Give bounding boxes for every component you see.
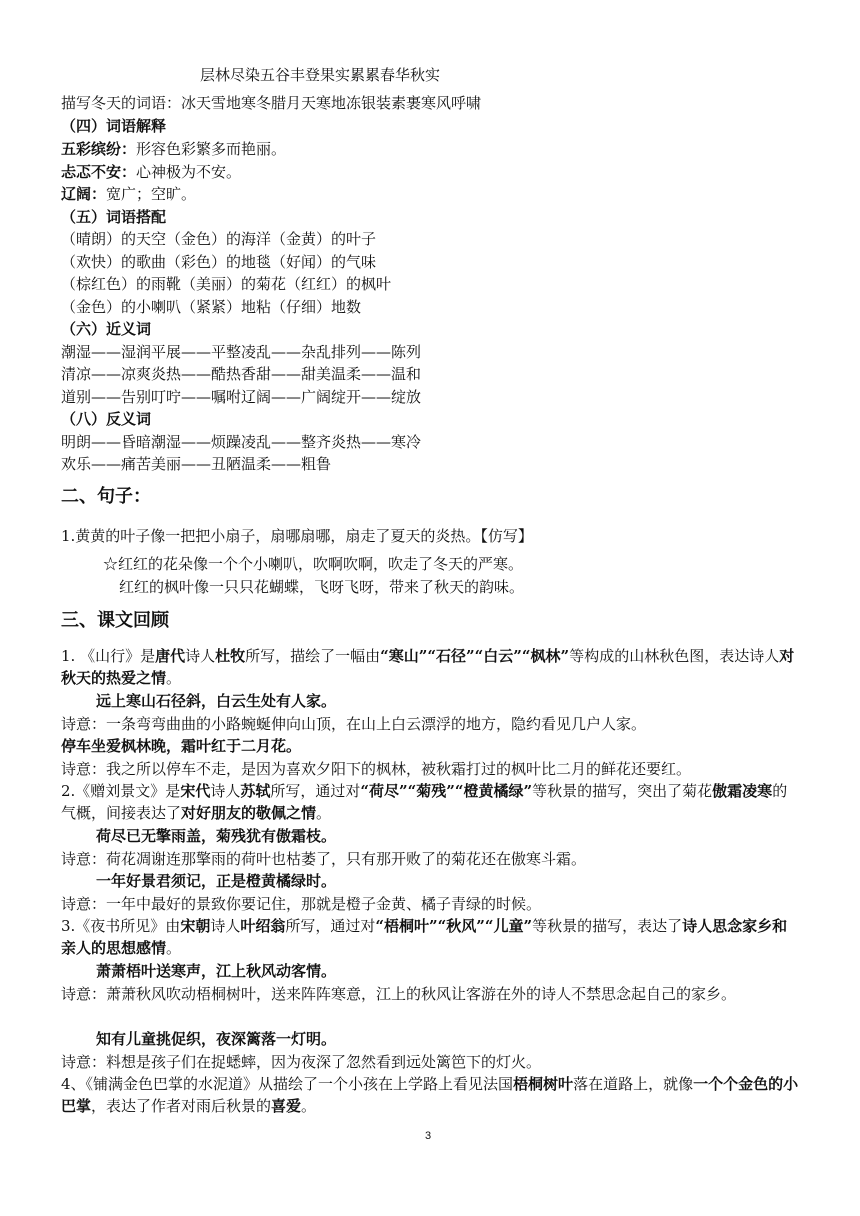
section-8-title: （八）反义词 xyxy=(61,410,152,428)
sentence-imitation-1: ☆红红的花朵像一个个小喇叭，吹啊吹啊，吹走了冬天的严寒。 xyxy=(103,555,524,573)
antonym-line: 明朗——昏暗潮湿——烦躁凌乱——整齐炎热——寒冷 xyxy=(61,433,422,451)
poem-line: 萧萧梧叶送寒声，江上秋风动客情。 xyxy=(96,962,337,980)
emotion: 对秋天的热爱之情 xyxy=(61,647,795,687)
section-5-title: （五）词语搭配 xyxy=(61,208,167,226)
text: 诗人 xyxy=(210,917,241,935)
poet: 杜牧 xyxy=(215,647,246,665)
definition: 宽广；空旷。 xyxy=(106,185,197,203)
key-object: 梧桐树叶 xyxy=(513,1075,574,1093)
dynasty: 唐代 xyxy=(155,647,186,665)
poem-line: 知有儿童挑促织，夜深篱落一灯明。 xyxy=(96,1030,337,1048)
emotion: 诗人思念家乡和亲人的思想感情 xyxy=(61,917,788,957)
term: 五彩缤纷： xyxy=(61,140,137,158)
collocation-line: （晴朗）的天空（金色）的海洋（金黄）的叶子 xyxy=(61,230,377,248)
text: 2.《赠刘景文》是 xyxy=(61,782,181,800)
review-paragraph-4 xyxy=(61,1073,801,1117)
poem-meaning: 诗意：料想是孩子们在捉蟋蟀，因为夜深了忽然看到远处篱笆下的灯火。 xyxy=(61,1053,542,1071)
winter-words-line: 描写冬天的词语：冰天雪地寒冬腊月天寒地冻银装素裹寒风呼啸 xyxy=(61,94,482,112)
text: 等秋景的描写，突出了菊花 xyxy=(532,782,713,800)
collocation-line: （棕红色）的雨靴（美丽）的菊花（红红）的枫叶 xyxy=(61,275,392,293)
text: 落在道路上，就像 xyxy=(573,1075,694,1093)
section-6-title: （六）近义词 xyxy=(61,320,152,338)
poem-line: 荷尽已无擎雨盖，菊残犹有傲霜枝。 xyxy=(96,827,337,845)
text: 诗人 xyxy=(185,647,216,665)
text: 。 xyxy=(316,804,332,822)
text: 。 xyxy=(166,939,182,957)
definition: 心神极为不安。 xyxy=(136,163,242,181)
term: 忐忑不安： xyxy=(61,163,137,181)
section-4-title: （四）词语解释 xyxy=(61,117,167,135)
text: 4、《铺满金色巴掌的水泥道》从描绘了一个小孩在上学路上看见法国 xyxy=(61,1075,514,1093)
emotion: 喜爱 xyxy=(271,1097,302,1115)
dynasty: 宋代 xyxy=(180,782,211,800)
definition: 形容色彩繁多而艳丽。 xyxy=(136,140,287,158)
poem-meaning: 诗意：萧萧秋风吹动梧桐树叶，送来阵阵寒意，江上的秋风让客游在外的诗人不禁思念起自己的家乡。 xyxy=(61,985,737,1003)
text: 等秋景的描写，表达了 xyxy=(532,917,683,935)
text: 3.《夜书所见》由 xyxy=(61,917,181,935)
poem-meaning: 诗意：我之所以停车不走，是因为喜欢夕阳下的枫林，被秋霜打过的枫叶比二月的鲜花还要红。 xyxy=(61,760,692,778)
poem-meaning: 诗意：一年中最好的景致你要记住，那就是橙子金黄、橘子青绿的时候。 xyxy=(61,895,542,913)
definition-2 xyxy=(61,161,241,183)
text: 所写，描绘了一幅由 xyxy=(245,647,381,665)
text: 。 xyxy=(301,1097,317,1115)
collocation-line: （欢快）的歌曲（彩色）的地毯（好闻）的气味 xyxy=(61,253,377,271)
antonym-line: 欢乐——痛苦美丽——丑陋温柔——粗鲁 xyxy=(61,455,332,473)
poet: 叶绍翁 xyxy=(240,917,286,935)
poem-meaning: 诗意：荷花凋谢连那擎雨的荷叶也枯萎了，只有那开败了的菊花还在傲寒斗霜。 xyxy=(61,850,587,868)
definition-3 xyxy=(61,183,196,205)
text: 1. 《山行》是 xyxy=(61,647,156,665)
poet: 苏轼 xyxy=(240,782,271,800)
key-images: “寒山”“石径”“白云”“枫林” xyxy=(380,647,570,665)
text: 所写，通过对 xyxy=(270,782,361,800)
simile: 一个个金色的小巴掌 xyxy=(61,1075,799,1115)
key-images: “荷尽”“菊残”“橙黄橘绿” xyxy=(360,782,533,800)
synonym-line: 道别——告别叮咛——嘱咐辽阔——广阔绽开——绽放 xyxy=(61,388,422,406)
synonym-line: 潮湿——湿润平展——平整凌乱——杂乱排列——陈列 xyxy=(61,343,422,361)
autumn-words-line: 层林尽染五谷丰登果实累累春华秋实 xyxy=(200,66,441,84)
synonym-line: 清凉——凉爽炎热——酷热香甜——甜美温柔——温和 xyxy=(61,365,422,383)
poem-line: 一年好景君须记，正是橙黄橘绿时。 xyxy=(96,872,337,890)
review-paragraph-1 xyxy=(61,645,801,689)
part-2-title: 二、句子： xyxy=(61,486,151,507)
emotion: 对好朋友的敬佩之情 xyxy=(181,804,317,822)
text: ，表达了作者对雨后秋景的 xyxy=(91,1097,272,1115)
text: 等构成的山林秋色图，表达诗人 xyxy=(569,647,780,665)
review-paragraph-3 xyxy=(61,915,801,959)
text: 的气概，间接表达了 xyxy=(61,782,788,822)
definition-1 xyxy=(61,138,286,160)
poem-line: 远上寒山石径斜，白云生处有人家。 xyxy=(96,692,337,710)
review-paragraph-2 xyxy=(61,780,801,824)
poem-meaning: 诗意：一条弯弯曲曲的小路蜿蜒伸向山顶，在山上白云漂浮的地方，隐约看见几户人家。 xyxy=(61,715,647,733)
text: 所写，通过对 xyxy=(285,917,376,935)
sentence-example: 1.黄黄的叶子像一把把小扇子，扇哪扇哪，扇走了夏天的炎热。【仿写】 xyxy=(61,527,533,545)
text: 诗人 xyxy=(210,782,241,800)
poem-line: 停车坐爱枫林晚，霜叶红于二月花。 xyxy=(61,737,302,755)
quality: 傲霜凌寒 xyxy=(712,782,773,800)
text: 。 xyxy=(166,669,182,687)
key-images: “梧桐叶”“秋风”“儿童” xyxy=(375,917,533,935)
dynasty: 宋朝 xyxy=(180,917,211,935)
collocation-line: （金色）的小喇叭（紧紧）地粘（仔细）地数 xyxy=(61,298,362,316)
sentence-imitation-2: 红红的枫叶像一只只花蝴蝶，飞呀飞呀，带来了秋天的韵味。 xyxy=(119,578,525,596)
part-3-title: 三、课文回顾 xyxy=(61,610,169,631)
term: 辽阔： xyxy=(61,185,107,203)
page-number: 3 xyxy=(425,1130,432,1142)
